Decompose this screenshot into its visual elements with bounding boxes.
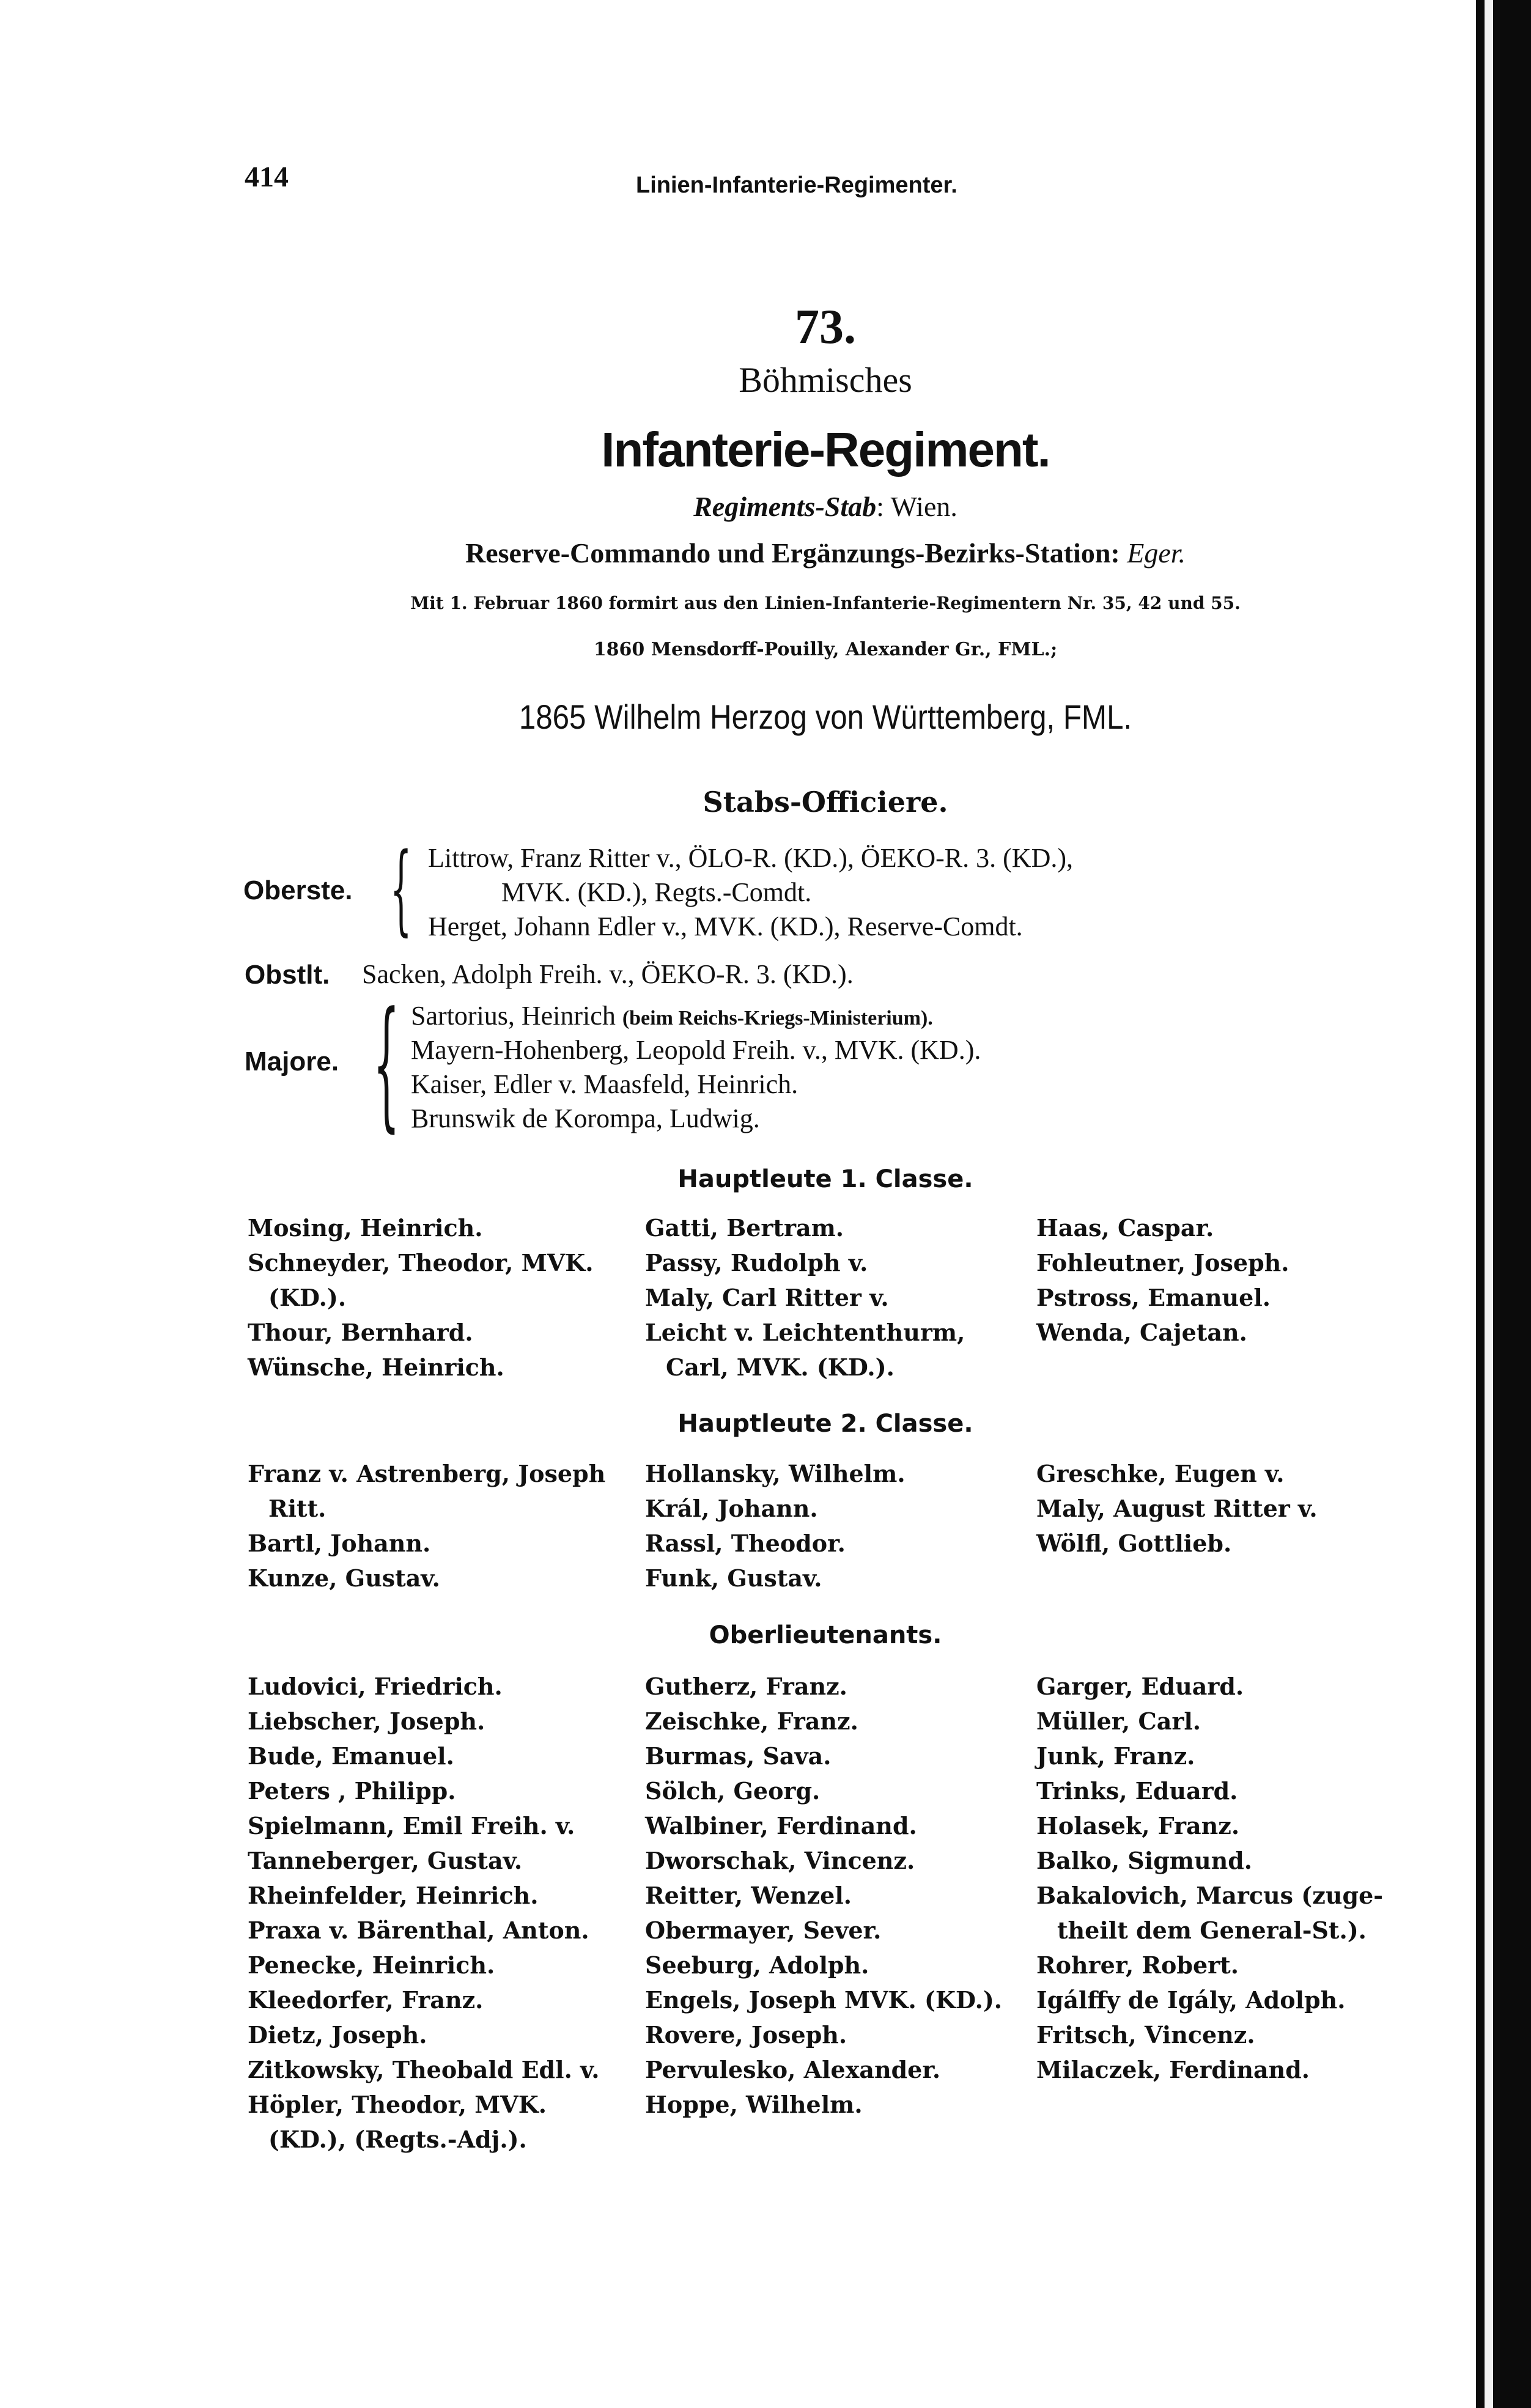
list-item: Liebscher, Joseph. bbox=[248, 1707, 485, 1735]
running-title: Linien-Infanterie-Regimenter. bbox=[636, 172, 957, 198]
list-item: Höpler, Theodor, MVK. bbox=[248, 2091, 547, 2118]
list-item: Dietz, Joseph. bbox=[248, 2021, 427, 2049]
oberste-entry-1b: MVK. (KD.), Regts.-Comdt. bbox=[501, 877, 812, 907]
formation-note: Mit 1. Februar 1860 formirt aus den Linien-Infanterie-Regimentern Nr. 35, 42 und 55. bbox=[410, 593, 1241, 613]
hauptleute-2-col2 bbox=[645, 1456, 906, 1596]
section-title-oberlieutenants: Oberlieutenants. bbox=[709, 1621, 942, 1649]
rank-label-majore: Majore. bbox=[245, 1047, 339, 1077]
stab-value: Wien. bbox=[890, 491, 957, 522]
regiment-number: 73. bbox=[795, 300, 856, 354]
oberste-entry-1a: Littrow, Franz Ritter v., ÖLO-R. (KD.), ÖEKO-R. 3. (KD.), bbox=[428, 843, 1073, 873]
list-item: Engels, Joseph MVK. (KD.). bbox=[645, 1986, 1003, 2014]
list-item: Funk, Gustav. bbox=[645, 1564, 822, 1592]
list-item: Trinks, Eduard. bbox=[1036, 1777, 1238, 1805]
regiment-stab bbox=[0, 490, 1531, 523]
list-item: Spielmann, Emil Freih. v. bbox=[248, 1812, 575, 1839]
list-item: Peters , Philipp. bbox=[248, 1777, 456, 1805]
list-item: Leicht v. Leichtenthurm, bbox=[645, 1319, 965, 1346]
list-item: Wenda, Cajetan. bbox=[1036, 1319, 1247, 1346]
list-item: Praxa v. Bärenthal, Anton. bbox=[248, 1916, 589, 1944]
list-item: Milaczek, Ferdinand. bbox=[1036, 2056, 1310, 2083]
stab-sep: : bbox=[876, 491, 884, 522]
list-item: Bude, Emanuel. bbox=[248, 1742, 454, 1770]
oberste-entry-2: Herget, Johann Edler v., MVK. (KD.), Reserve-Comdt. bbox=[428, 911, 1023, 941]
majore-entry-3: Kaiser, Edler v. Maasfeld, Heinrich. bbox=[411, 1069, 799, 1099]
list-item: Burmas, Sava. bbox=[645, 1742, 832, 1770]
list-item: Maly, Carl Ritter v. bbox=[645, 1284, 889, 1311]
list-item: (KD.), (Regts.-Adj.). bbox=[268, 2126, 527, 2153]
list-item: Garger, Eduard. bbox=[1036, 1673, 1244, 1700]
list-item: Ritt. bbox=[268, 1495, 326, 1522]
majore-entry-2: Mayern-Hohenberg, Leopold Freih. v., MVK. (KD.). bbox=[411, 1035, 981, 1065]
hauptleute-1-col1 bbox=[248, 1210, 593, 1385]
obstlt-entry-1: Sacken, Adolph Freih. v., ÖEKO-R. 3. (KD.). bbox=[362, 959, 854, 989]
list-item: Rohrer, Robert. bbox=[1036, 1951, 1239, 1979]
list-item: Zitkowsky, Theobald Edl. v. bbox=[248, 2056, 600, 2083]
list-item: Pervulesko, Alexander. bbox=[645, 2056, 941, 2083]
list-item: Seeburg, Adolph. bbox=[645, 1951, 869, 1979]
hauptleute-2-col1 bbox=[248, 1456, 605, 1596]
list-item: Mosing, Heinrich. bbox=[248, 1214, 483, 1242]
list-item: Tanneberger, Gustav. bbox=[248, 1847, 523, 1874]
list-item: Sölch, Georg. bbox=[645, 1777, 821, 1805]
list-item: Müller, Carl. bbox=[1036, 1707, 1201, 1735]
list-item: Gatti, Bertram. bbox=[645, 1214, 844, 1242]
oberlieutenants-col3 bbox=[1036, 1669, 1383, 2087]
list-item: Obermayer, Sever. bbox=[645, 1916, 882, 1944]
list-item: Hoppe, Wilhelm. bbox=[645, 2091, 863, 2118]
list-item: Holasek, Franz. bbox=[1036, 1812, 1240, 1839]
section-title-hauptleute-2: Hauptleute 2. Classe. bbox=[677, 1410, 973, 1438]
hauptleute-2-col3 bbox=[1036, 1456, 1318, 1561]
list-item: Ludovici, Friedrich. bbox=[248, 1673, 503, 1700]
list-item: Wünsche, Heinrich. bbox=[248, 1353, 504, 1381]
regiment-name-line2: Infanterie-Regiment. bbox=[601, 422, 1050, 477]
brace-oberste: { bbox=[390, 831, 412, 946]
reserve-station bbox=[0, 537, 1531, 569]
rank-label-obstlt: Obstlt. bbox=[245, 960, 330, 990]
reserve-label: Reserve-Commando und Ergänzungs-Bezirks-Station: bbox=[465, 537, 1120, 569]
list-item: theilt dem General-St.). bbox=[1057, 1916, 1367, 1944]
list-item: Kleedorfer, Franz. bbox=[248, 1986, 484, 2014]
list-item: Walbiner, Ferdinand. bbox=[645, 1812, 917, 1839]
section-title-hauptleute-1: Hauptleute 1. Classe. bbox=[677, 1165, 973, 1193]
list-item: Král, Johann. bbox=[645, 1495, 818, 1522]
oberlieutenants-col2 bbox=[645, 1669, 1002, 2122]
list-item: Hollansky, Wilhelm. bbox=[645, 1460, 906, 1487]
list-item: Bartl, Johann. bbox=[248, 1530, 431, 1557]
list-item: Fritsch, Vincenz. bbox=[1036, 2021, 1255, 2049]
list-item: Schneyder, Theodor, MVK. bbox=[248, 1249, 594, 1276]
majore-1-note: (beim Reichs-Kriegs-Ministerium). bbox=[622, 1007, 933, 1029]
list-item: Passy, Rudolph v. bbox=[645, 1249, 868, 1276]
list-item: Igálffy de Igály, Adolph. bbox=[1036, 1986, 1346, 2014]
list-item: Carl, MVK. (KD.). bbox=[666, 1353, 895, 1381]
list-item: Bakalovich, Marcus (zuge- bbox=[1036, 1882, 1384, 1909]
list-item: Rheinfelder, Heinrich. bbox=[248, 1882, 539, 1909]
majore-entry-4: Brunswik de Korompa, Ludwig. bbox=[411, 1103, 760, 1133]
list-item: Rovere, Joseph. bbox=[645, 2021, 847, 2049]
majore-1-name: Sartorius, Heinrich bbox=[411, 1001, 616, 1031]
brace-majore: { bbox=[373, 982, 400, 1146]
list-item: Dworschak, Vincenz. bbox=[645, 1847, 915, 1874]
list-item: Haas, Caspar. bbox=[1036, 1214, 1214, 1242]
list-item: Zeischke, Franz. bbox=[645, 1707, 858, 1735]
list-item: Thour, Bernhard. bbox=[248, 1319, 473, 1346]
regiment-name-line1: Böhmisches bbox=[739, 360, 912, 400]
hauptleute-1-col3 bbox=[1036, 1210, 1289, 1350]
list-item: Wölfl, Gottlieb. bbox=[1036, 1530, 1232, 1557]
list-item: Greschke, Eugen v. bbox=[1036, 1460, 1285, 1487]
inhaber-1865: 1865 Wilhelm Herzog von Württemberg, FML. bbox=[518, 698, 1132, 736]
majore-entry-1 bbox=[411, 1000, 933, 1031]
section-title-stabs: Stabs-Officiere. bbox=[703, 786, 948, 819]
oberlieutenants-col1 bbox=[248, 1669, 600, 2157]
list-item: (KD.). bbox=[268, 1284, 347, 1311]
inhaber-1860: 1860 Mensdorff-Pouilly, Alexander Gr., FML.; bbox=[593, 639, 1058, 660]
page-number: 414 bbox=[245, 161, 289, 193]
list-item: Fohleutner, Joseph. bbox=[1036, 1249, 1289, 1276]
list-item: Balko, Sigmund. bbox=[1036, 1847, 1253, 1874]
reserve-value: Eger. bbox=[1127, 537, 1186, 569]
list-item: Penecke, Heinrich. bbox=[248, 1951, 495, 1979]
rank-label-oberste: Oberste. bbox=[243, 875, 353, 905]
hauptleute-1-col2 bbox=[645, 1210, 965, 1385]
list-item: Rassl, Theodor. bbox=[645, 1530, 846, 1557]
list-item: Junk, Franz. bbox=[1036, 1742, 1195, 1770]
list-item: Kunze, Gustav. bbox=[248, 1564, 440, 1592]
list-item: Maly, August Ritter v. bbox=[1036, 1495, 1318, 1522]
list-item: Gutherz, Franz. bbox=[645, 1673, 847, 1700]
list-item: Franz v. Astrenberg, Joseph bbox=[248, 1460, 606, 1487]
stab-label: Regiments-Stab bbox=[693, 491, 877, 522]
list-item: Pstross, Emanuel. bbox=[1036, 1284, 1271, 1311]
list-item: Reitter, Wenzel. bbox=[645, 1882, 852, 1909]
